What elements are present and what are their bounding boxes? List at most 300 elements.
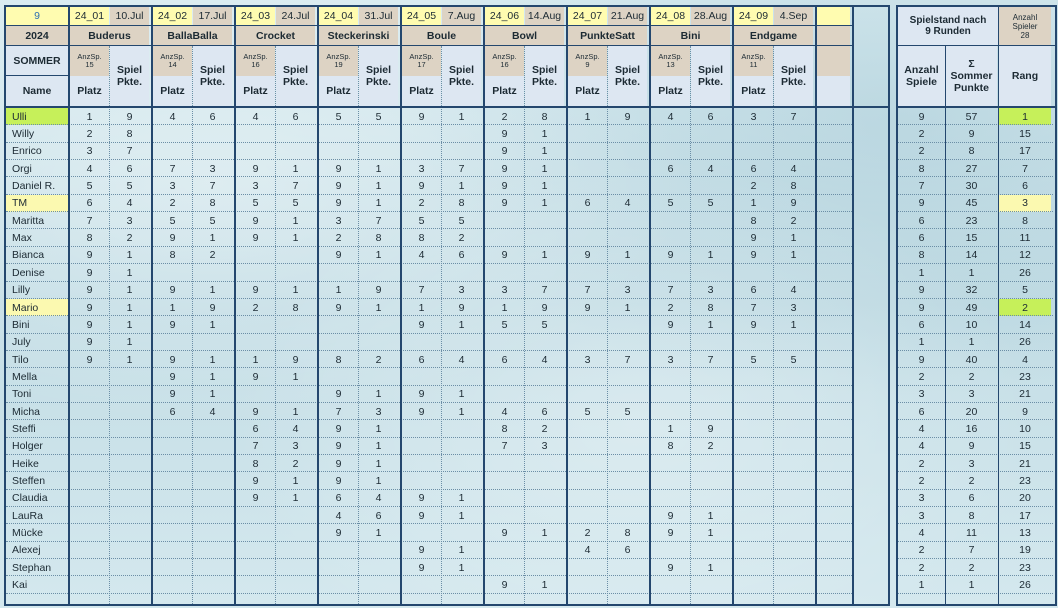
spiel-pkte-cell[interactable] xyxy=(110,559,149,576)
platz-cell[interactable] xyxy=(651,490,690,507)
platz-cell[interactable]: 1 xyxy=(667,422,674,435)
rang-cell[interactable]: 20 xyxy=(1019,492,1031,505)
spiel-pkte-cell[interactable]: 4 xyxy=(624,197,631,210)
rang-cell[interactable]: 15 xyxy=(1019,440,1031,453)
spiel-pkte-cell[interactable] xyxy=(525,368,564,385)
spiel-pkte-cell[interactable]: 2 xyxy=(790,214,797,227)
platz-cell[interactable] xyxy=(568,264,607,281)
sommer-punkte-cell[interactable]: 3 xyxy=(968,388,975,401)
spiel-pkte-cell[interactable] xyxy=(691,125,730,142)
game-date-7[interactable]: 21.Aug xyxy=(608,7,647,25)
platz-cell[interactable]: 2 xyxy=(418,197,425,210)
platz-cell[interactable]: 1 xyxy=(335,284,342,297)
spiel-pkte-cell[interactable]: 6 xyxy=(292,110,299,123)
spiel-pkte-cell[interactable]: 7 xyxy=(292,180,299,193)
spiel-pkte-cell[interactable]: 1 xyxy=(707,249,714,262)
spiel-pkte-cell[interactable] xyxy=(691,542,730,559)
spiel-pkte-cell[interactable]: 4 xyxy=(541,353,548,366)
spiel-pkte-cell[interactable] xyxy=(608,334,647,351)
platz-cell[interactable] xyxy=(734,386,773,403)
platz-cell[interactable]: 9 xyxy=(335,301,342,314)
sommer-punkte-cell[interactable]: 8 xyxy=(968,145,975,158)
spiel-pkte-cell[interactable]: 1 xyxy=(375,422,382,435)
spiel-pkte-cell[interactable] xyxy=(774,438,813,455)
game-date-3[interactable]: 24.Jul xyxy=(276,7,315,25)
platz-cell[interactable] xyxy=(319,316,358,333)
spiel-pkte-cell[interactable] xyxy=(276,386,315,403)
platz-cell[interactable] xyxy=(568,490,607,507)
spiel-pkte-cell[interactable]: 4 xyxy=(707,162,714,175)
platz-cell[interactable]: 9 xyxy=(252,162,259,175)
rang-cell[interactable]: 17 xyxy=(1019,509,1031,522)
platz-cell[interactable] xyxy=(70,559,109,576)
platz-cell[interactable] xyxy=(70,420,109,437)
platz-cell[interactable]: 6 xyxy=(252,422,259,435)
platz-cell[interactable]: 9 xyxy=(667,249,674,262)
spiel-pkte-cell[interactable]: 9 xyxy=(541,301,548,314)
spiel-pkte-cell[interactable] xyxy=(774,576,813,593)
spiel-pkte-cell[interactable]: 3 xyxy=(541,440,548,453)
spiel-pkte-cell[interactable]: 2 xyxy=(209,249,216,262)
platz-cell[interactable] xyxy=(402,368,441,385)
platz-cell[interactable] xyxy=(485,472,524,489)
player-name-2[interactable]: Willy xyxy=(12,128,35,141)
game-name-8[interactable]: Bini xyxy=(651,26,730,45)
platz-cell[interactable] xyxy=(236,264,275,281)
anzahl-spiele-cell[interactable]: 1 xyxy=(918,579,925,592)
platz-cell[interactable]: 9 xyxy=(169,232,176,245)
player-name-1[interactable]: Ulli xyxy=(6,108,68,125)
platz-cell[interactable] xyxy=(651,264,690,281)
spiel-pkte-cell[interactable]: 9 xyxy=(624,110,631,123)
game-date-5[interactable]: 7.Aug xyxy=(442,7,481,25)
platz-cell[interactable]: 6 xyxy=(501,353,508,366)
rang-cell[interactable]: 26 xyxy=(1019,336,1031,349)
spiel-pkte-cell[interactable] xyxy=(359,143,398,160)
spiel-pkte-cell[interactable] xyxy=(691,264,730,281)
spiel-pkte-cell[interactable]: 4 xyxy=(209,405,216,418)
spiel-pkte-cell[interactable] xyxy=(774,368,813,385)
spiel-pkte-cell[interactable]: 1 xyxy=(126,266,133,279)
platz-cell[interactable] xyxy=(485,542,524,559)
spiel-pkte-cell[interactable]: 1 xyxy=(375,249,382,262)
platz-cell[interactable] xyxy=(70,368,109,385)
spiel-pkte-cell[interactable] xyxy=(525,490,564,507)
sommer-punkte-cell[interactable]: 2 xyxy=(968,561,975,574)
platz-cell[interactable]: 9 xyxy=(252,405,259,418)
spiel-pkte-cell[interactable]: 5 xyxy=(541,318,548,331)
spiel-pkte-cell[interactable]: 6 xyxy=(707,110,714,123)
spiel-pkte-cell[interactable]: 1 xyxy=(541,180,548,193)
platz-cell[interactable] xyxy=(485,559,524,576)
platz-cell[interactable]: 2 xyxy=(169,197,176,210)
platz-cell[interactable]: 6 xyxy=(584,197,591,210)
spiel-pkte-cell[interactable]: 7 xyxy=(458,162,465,175)
platz-cell[interactable]: 9 xyxy=(418,110,425,123)
spiel-pkte-cell[interactable]: 1 xyxy=(292,475,299,488)
rang-cell[interactable]: 11 xyxy=(1019,232,1031,245)
platz-cell[interactable]: 9 xyxy=(252,232,259,245)
spiel-pkte-cell[interactable]: 3 xyxy=(209,162,216,175)
platz-cell[interactable] xyxy=(70,472,109,489)
anzahl-spiele-cell[interactable]: 2 xyxy=(918,544,925,557)
spiel-pkte-cell[interactable] xyxy=(359,576,398,593)
platz-cell[interactable]: 9 xyxy=(169,370,176,383)
spiel-pkte-cell[interactable] xyxy=(525,212,564,229)
spiel-pkte-cell[interactable] xyxy=(691,229,730,246)
platz-cell[interactable] xyxy=(568,212,607,229)
platz-cell[interactable] xyxy=(153,576,192,593)
platz-cell[interactable] xyxy=(402,524,441,541)
player-name-8[interactable]: Max xyxy=(12,232,32,245)
sommer-punkte-cell[interactable]: 3 xyxy=(968,457,975,470)
spiel-pkte-cell[interactable] xyxy=(193,542,232,559)
game-name-2[interactable]: BallaBalla xyxy=(153,26,232,45)
spiel-pkte-cell[interactable] xyxy=(525,264,564,281)
spiel-pkte-cell[interactable] xyxy=(359,125,398,142)
spiel-pkte-cell[interactable]: 1 xyxy=(541,197,548,210)
spiel-pkte-cell[interactable] xyxy=(276,316,315,333)
sommer-punkte-cell[interactable]: 14 xyxy=(965,249,978,262)
platz-cell[interactable] xyxy=(319,143,358,160)
spiel-pkte-cell[interactable] xyxy=(525,542,564,559)
game-code-3[interactable]: 24_03 xyxy=(236,7,275,25)
platz-cell[interactable] xyxy=(70,576,109,593)
platz-cell[interactable]: 9 xyxy=(418,509,425,522)
player-name-15[interactable]: Tilo xyxy=(12,353,29,366)
spiel-pkte-cell[interactable] xyxy=(608,143,647,160)
anzahl-spiele-cell[interactable]: 2 xyxy=(918,457,925,470)
spiel-pkte-cell[interactable]: 1 xyxy=(209,370,216,383)
platz-cell[interactable] xyxy=(568,316,607,333)
game-name-3[interactable]: Crocket xyxy=(236,26,315,45)
spiel-pkte-cell[interactable] xyxy=(110,472,149,489)
spiel-pkte-cell[interactable] xyxy=(193,559,232,576)
spiel-pkte-cell[interactable]: 1 xyxy=(126,336,133,349)
spiel-pkte-cell[interactable]: 6 xyxy=(458,249,465,262)
spiel-pkte-cell[interactable] xyxy=(359,334,398,351)
rang-cell[interactable]: 1 xyxy=(999,108,1051,125)
platz-cell[interactable]: 9 xyxy=(335,388,342,401)
game-date-6[interactable]: 14.Aug xyxy=(525,7,564,25)
platz-cell[interactable]: 5 xyxy=(252,197,259,210)
platz-cell[interactable]: 6 xyxy=(169,405,176,418)
platz-cell[interactable]: 9 xyxy=(584,249,591,262)
platz-cell[interactable]: 7 xyxy=(501,440,508,453)
spiel-pkte-cell[interactable]: 1 xyxy=(209,318,216,331)
spiel-pkte-cell[interactable]: 3 xyxy=(458,284,465,297)
platz-cell[interactable] xyxy=(651,386,690,403)
spiel-pkte-cell[interactable] xyxy=(525,334,564,351)
spiel-pkte-cell[interactable]: 1 xyxy=(126,318,133,331)
spiel-pkte-cell[interactable] xyxy=(608,212,647,229)
anzahl-spiele-cell[interactable]: 9 xyxy=(918,284,925,297)
spiel-pkte-cell[interactable]: 8 xyxy=(375,232,382,245)
platz-cell[interactable] xyxy=(568,334,607,351)
anzahl-spiele-cell[interactable]: 9 xyxy=(918,197,925,210)
platz-cell[interactable]: 9 xyxy=(252,214,259,227)
game-name-6[interactable]: Bowl xyxy=(485,26,564,45)
platz-cell[interactable]: 9 xyxy=(335,180,342,193)
anzahl-spiele-cell[interactable]: 2 xyxy=(918,475,925,488)
platz-cell[interactable]: 9 xyxy=(667,509,674,522)
anzahl-spiele-cell[interactable]: 1 xyxy=(918,336,925,349)
platz-cell[interactable]: 3 xyxy=(667,353,674,366)
game-name-7[interactable]: PunkteSatt xyxy=(568,26,647,45)
platz-cell[interactable]: 7 xyxy=(169,162,176,175)
spiel-pkte-cell[interactable]: 1 xyxy=(292,492,299,505)
spiel-pkte-cell[interactable]: 5 xyxy=(458,214,465,227)
player-name-22[interactable]: Steffen xyxy=(12,475,46,488)
platz-cell[interactable] xyxy=(236,143,275,160)
game-date-9[interactable]: 4.Sep xyxy=(774,7,813,25)
platz-cell[interactable]: 9 xyxy=(418,492,425,505)
spiel-pkte-cell[interactable]: 5 xyxy=(624,405,631,418)
platz-cell[interactable] xyxy=(70,403,109,420)
platz-cell[interactable]: 2 xyxy=(584,527,591,540)
platz-cell[interactable]: 9 xyxy=(501,249,508,262)
platz-cell[interactable]: 6 xyxy=(335,492,342,505)
round-count-cell[interactable]: 9 xyxy=(6,7,68,25)
platz-cell[interactable]: 8 xyxy=(252,457,259,470)
platz-cell[interactable]: 9 xyxy=(86,266,93,279)
sommer-punkte-cell[interactable]: 7 xyxy=(968,544,975,557)
platz-cell[interactable]: 8 xyxy=(750,214,757,227)
spiel-pkte-cell[interactable] xyxy=(608,125,647,142)
spiel-pkte-cell[interactable]: 1 xyxy=(458,318,465,331)
platz-cell[interactable]: 5 xyxy=(335,110,342,123)
rang-cell[interactable]: 14 xyxy=(1019,318,1031,331)
spiel-pkte-cell[interactable] xyxy=(608,559,647,576)
platz-cell[interactable] xyxy=(485,368,524,385)
spiel-pkte-cell[interactable] xyxy=(276,576,315,593)
spiel-pkte-cell[interactable] xyxy=(608,160,647,177)
platz-cell[interactable]: 9 xyxy=(335,422,342,435)
platz-cell[interactable] xyxy=(70,455,109,472)
platz-cell[interactable] xyxy=(734,334,773,351)
spiel-pkte-cell[interactable] xyxy=(774,455,813,472)
platz-cell[interactable] xyxy=(402,264,441,281)
spiel-pkte-cell[interactable]: 7 xyxy=(624,353,631,366)
spiel-pkte-cell[interactable] xyxy=(359,559,398,576)
sommer-punkte-cell[interactable]: 27 xyxy=(965,162,978,175)
spiel-pkte-cell[interactable] xyxy=(193,264,232,281)
spiel-pkte-cell[interactable]: 2 xyxy=(292,457,299,470)
platz-cell[interactable]: 9 xyxy=(667,561,674,574)
spiel-pkte-cell[interactable]: 1 xyxy=(541,527,548,540)
platz-cell[interactable]: 9 xyxy=(750,232,757,245)
player-name-27[interactable]: Stephan xyxy=(12,561,52,574)
spiel-pkte-cell[interactable] xyxy=(110,420,149,437)
platz-cell[interactable]: 9 xyxy=(86,318,93,331)
platz-cell[interactable] xyxy=(485,490,524,507)
rang-cell[interactable]: 26 xyxy=(1019,579,1031,592)
anzahl-spiele-cell[interactable]: 4 xyxy=(918,527,925,540)
spiel-pkte-cell[interactable] xyxy=(442,576,481,593)
platz-cell[interactable] xyxy=(402,334,441,351)
platz-cell[interactable] xyxy=(568,576,607,593)
platz-cell[interactable] xyxy=(734,264,773,281)
platz-cell[interactable] xyxy=(153,438,192,455)
spiel-pkte-cell[interactable]: 3 xyxy=(126,214,133,227)
spiel-pkte-cell[interactable]: 1 xyxy=(790,318,797,331)
spiel-pkte-cell[interactable] xyxy=(608,507,647,524)
spiel-pkte-cell[interactable] xyxy=(359,542,398,559)
platz-cell[interactable]: 9 xyxy=(169,353,176,366)
platz-cell[interactable] xyxy=(651,403,690,420)
spiel-pkte-cell[interactable] xyxy=(774,403,813,420)
anzahl-spiele-cell[interactable]: 2 xyxy=(918,370,925,383)
platz-cell[interactable]: 9 xyxy=(169,284,176,297)
spiel-pkte-cell[interactable]: 2 xyxy=(375,353,382,366)
rang-cell[interactable]: 23 xyxy=(1019,370,1031,383)
platz-cell[interactable]: 9 xyxy=(501,128,508,141)
platz-cell[interactable]: 9 xyxy=(252,492,259,505)
spiel-pkte-cell[interactable] xyxy=(691,368,730,385)
spiel-pkte-cell[interactable]: 4 xyxy=(790,284,797,297)
spiel-pkte-cell[interactable] xyxy=(525,472,564,489)
spiel-pkte-cell[interactable] xyxy=(276,334,315,351)
year-cell[interactable]: 2024 xyxy=(6,26,68,45)
platz-cell[interactable]: 5 xyxy=(86,180,93,193)
spiel-pkte-cell[interactable] xyxy=(691,334,730,351)
spiel-pkte-cell[interactable]: 3 xyxy=(292,440,299,453)
platz-cell[interactable] xyxy=(153,524,192,541)
spiel-pkte-cell[interactable] xyxy=(608,386,647,403)
platz-cell[interactable] xyxy=(651,125,690,142)
sommer-punkte-cell[interactable]: 23 xyxy=(965,214,978,227)
platz-cell[interactable] xyxy=(236,247,275,264)
spiel-pkte-cell[interactable] xyxy=(193,507,232,524)
platz-cell[interactable] xyxy=(568,125,607,142)
spiel-pkte-cell[interactable]: 1 xyxy=(292,214,299,227)
spiel-pkte-cell[interactable]: 6 xyxy=(126,162,133,175)
spiel-pkte-cell[interactable] xyxy=(608,455,647,472)
spiel-pkte-cell[interactable] xyxy=(110,403,149,420)
spiel-pkte-cell[interactable] xyxy=(276,524,315,541)
platz-cell[interactable] xyxy=(568,229,607,246)
platz-cell[interactable] xyxy=(236,542,275,559)
sommer-punkte-cell[interactable]: 9 xyxy=(968,128,975,141)
spiel-pkte-cell[interactable] xyxy=(525,386,564,403)
game-date-4[interactable]: 31.Jul xyxy=(359,7,398,25)
rang-cell[interactable]: 13 xyxy=(1019,527,1031,540)
platz-cell[interactable] xyxy=(153,542,192,559)
platz-cell[interactable] xyxy=(651,143,690,160)
platz-cell[interactable]: 9 xyxy=(501,180,508,193)
spiel-pkte-cell[interactable] xyxy=(525,229,564,246)
spiel-pkte-cell[interactable] xyxy=(193,420,232,437)
platz-cell[interactable] xyxy=(734,542,773,559)
spiel-pkte-cell[interactable]: 8 xyxy=(541,110,548,123)
platz-cell[interactable]: 7 xyxy=(667,284,674,297)
rang-cell[interactable]: 9 xyxy=(1022,405,1028,418)
spiel-pkte-cell[interactable]: 1 xyxy=(541,579,548,592)
anzahl-spiele-cell[interactable]: 4 xyxy=(918,440,925,453)
spiel-pkte-cell[interactable] xyxy=(193,334,232,351)
platz-cell[interactable] xyxy=(734,524,773,541)
spiel-pkte-cell[interactable] xyxy=(442,472,481,489)
game-code-2[interactable]: 24_02 xyxy=(153,7,192,25)
platz-cell[interactable]: 9 xyxy=(418,561,425,574)
spiel-pkte-cell[interactable] xyxy=(525,507,564,524)
spiel-pkte-cell[interactable]: 1 xyxy=(375,180,382,193)
spiel-pkte-cell[interactable]: 1 xyxy=(292,232,299,245)
platz-cell[interactable] xyxy=(485,507,524,524)
platz-cell[interactable] xyxy=(153,125,192,142)
platz-cell[interactable]: 2 xyxy=(501,110,508,123)
platz-cell[interactable] xyxy=(319,559,358,576)
spiel-pkte-cell[interactable] xyxy=(110,507,149,524)
spiel-pkte-cell[interactable] xyxy=(110,542,149,559)
spiel-pkte-cell[interactable] xyxy=(691,177,730,194)
spiel-pkte-cell[interactable] xyxy=(608,368,647,385)
platz-cell[interactable] xyxy=(236,524,275,541)
rang-cell[interactable]: 26 xyxy=(1019,266,1031,279)
player-name-17[interactable]: Toni xyxy=(12,388,32,401)
spiel-pkte-cell[interactable] xyxy=(774,334,813,351)
spiel-pkte-cell[interactable]: 1 xyxy=(458,561,465,574)
player-name-10[interactable]: Denise xyxy=(12,266,45,279)
rang-cell[interactable]: 19 xyxy=(1019,544,1031,557)
player-name-12[interactable]: Mario xyxy=(6,299,68,316)
spiel-pkte-cell[interactable] xyxy=(774,472,813,489)
spiel-pkte-cell[interactable]: 2 xyxy=(541,422,548,435)
spiel-pkte-cell[interactable]: 3 xyxy=(707,284,714,297)
spiel-pkte-cell[interactable] xyxy=(276,507,315,524)
spiel-pkte-cell[interactable] xyxy=(774,542,813,559)
spiel-pkte-cell[interactable]: 9 xyxy=(707,422,714,435)
spiel-pkte-cell[interactable] xyxy=(276,125,315,142)
spiel-pkte-cell[interactable]: 1 xyxy=(126,284,133,297)
sommer-punkte-cell[interactable]: 11 xyxy=(966,527,977,540)
spiel-pkte-cell[interactable] xyxy=(442,438,481,455)
spiel-pkte-cell[interactable]: 1 xyxy=(292,405,299,418)
platz-cell[interactable]: 9 xyxy=(335,249,342,262)
platz-cell[interactable]: 4 xyxy=(584,544,591,557)
anzahl-spiele-cell[interactable]: 9 xyxy=(918,110,925,123)
rang-cell[interactable]: 17 xyxy=(1019,145,1031,158)
spiel-pkte-cell[interactable]: 5 xyxy=(292,197,299,210)
spiel-pkte-cell[interactable]: 7 xyxy=(541,284,548,297)
spiel-pkte-cell[interactable]: 1 xyxy=(707,527,714,540)
platz-cell[interactable] xyxy=(485,386,524,403)
anzahl-spiele-cell[interactable]: 8 xyxy=(918,162,925,175)
platz-cell[interactable]: 4 xyxy=(86,162,93,175)
spiel-pkte-cell[interactable]: 9 xyxy=(126,110,133,123)
platz-cell[interactable]: 3 xyxy=(335,214,342,227)
spiel-pkte-cell[interactable]: 7 xyxy=(209,180,216,193)
spiel-pkte-cell[interactable] xyxy=(691,472,730,489)
platz-cell[interactable]: 4 xyxy=(667,110,674,123)
sommer-punkte-cell[interactable]: 2 xyxy=(968,370,975,383)
platz-cell[interactable] xyxy=(70,542,109,559)
spiel-pkte-cell[interactable] xyxy=(774,420,813,437)
platz-cell[interactable] xyxy=(734,559,773,576)
spiel-pkte-cell[interactable] xyxy=(608,576,647,593)
platz-cell[interactable]: 5 xyxy=(418,214,425,227)
spiel-pkte-cell[interactable] xyxy=(110,368,149,385)
platz-cell[interactable]: 9 xyxy=(501,162,508,175)
spiel-pkte-cell[interactable] xyxy=(193,524,232,541)
spiel-pkte-cell[interactable] xyxy=(193,472,232,489)
platz-cell[interactable] xyxy=(153,559,192,576)
platz-cell[interactable]: 9 xyxy=(501,579,508,592)
rang-cell[interactable]: 10 xyxy=(1019,422,1031,435)
spiel-pkte-cell[interactable]: 8 xyxy=(624,527,631,540)
spiel-pkte-cell[interactable] xyxy=(774,559,813,576)
anzahl-spiele-cell[interactable]: 6 xyxy=(918,318,925,331)
